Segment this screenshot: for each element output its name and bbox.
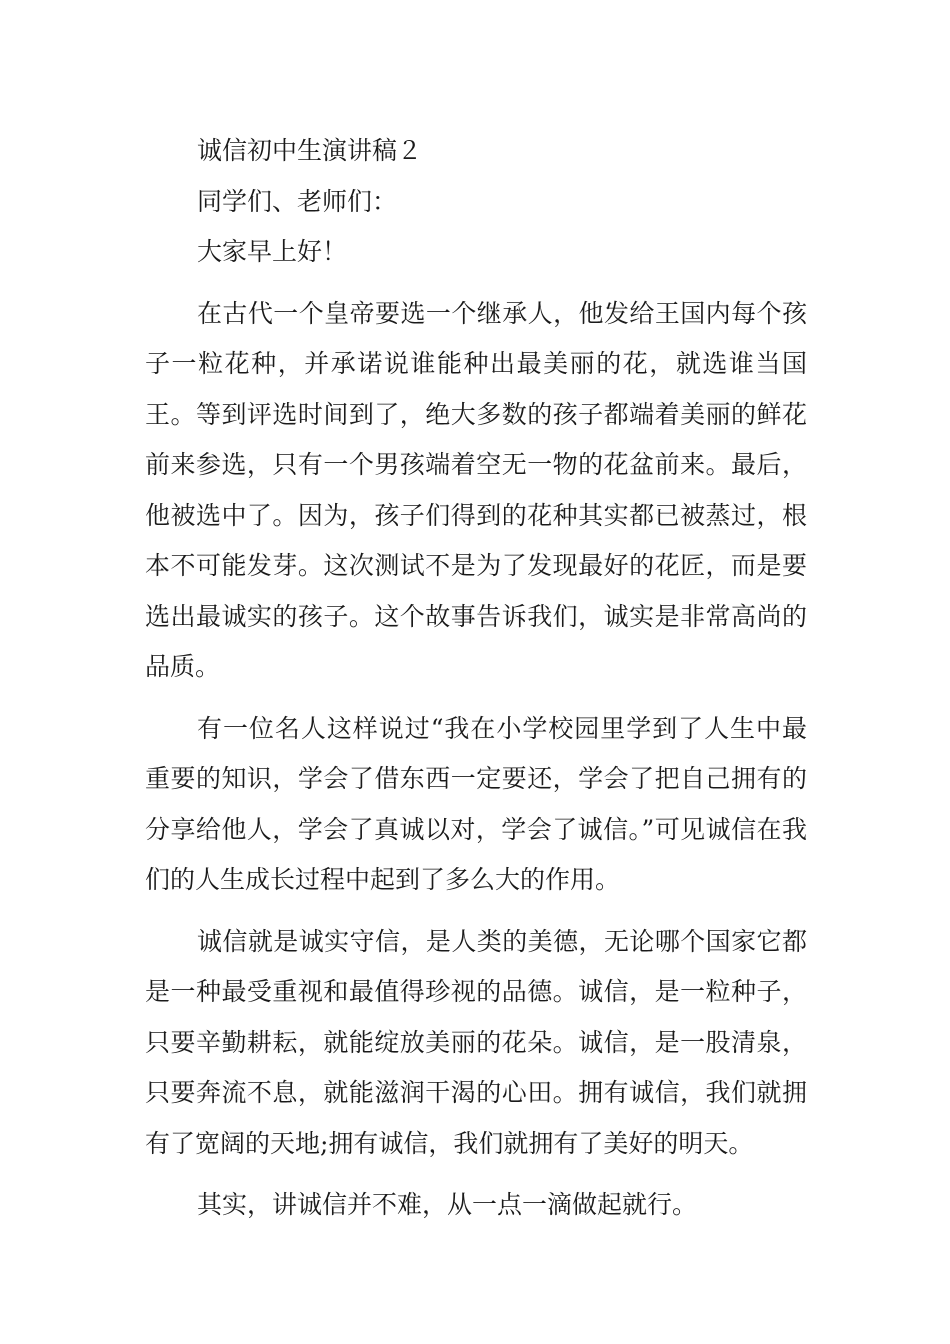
paragraph-conclusion: 其实，讲诚信并不难，从一点一滴做起就行。 xyxy=(197,1190,698,1219)
paragraph-story: 在古代一个皇帝要选一个继承人，他发给王国内每个孩子一粒花种，并承诺说谁能种出最美丽的花，就选谁当国王。等到评选时间到了，绝大多数的孩子都端着美丽的鲜花前来参选，只有一个男孩端着空无一物的花盆前来。最后，他被选中了。因为，孩子们得到的花种其实都已被蒸过，根本不可能发芽。这次测试不是为了发现最好的花匠，而是要选出最诚实的孩子。这个故事告诉我们，诚实是非常高尚的品质。 xyxy=(145,298,807,681)
paragraph-virtue: 诚信就是诚实守信，是人类的美德，无论哪个国家它都是一种最受重视和最值得珍视的品德。诚信，是一粒种子，只要辛勤耕耘，就能绽放美丽的花朵。诚信，是一股清泉，只要奔流不息，就能滋润干渴的心田。拥有诚信，我们就拥有了宽阔的天地;拥有诚信，我们就拥有了美好的明天。 xyxy=(145,926,807,1158)
document-title: 诚信初中生演讲稿２ xyxy=(197,136,423,165)
salutation: 同学们、老师们： xyxy=(197,186,398,216)
greeting: 大家早上好！ xyxy=(197,237,348,266)
document-body xyxy=(145,126,807,1231)
paragraph-quote: 有一位名人这样说过“我在小学校园里学到了人生中最重要的知识，学会了借东西一定要还，学会了把自己拥有的分享给他人，学会了真诚以对，学会了诚信。”可见诚信在我们的人生成长过程中起到了多么大的作用。 xyxy=(145,713,807,894)
